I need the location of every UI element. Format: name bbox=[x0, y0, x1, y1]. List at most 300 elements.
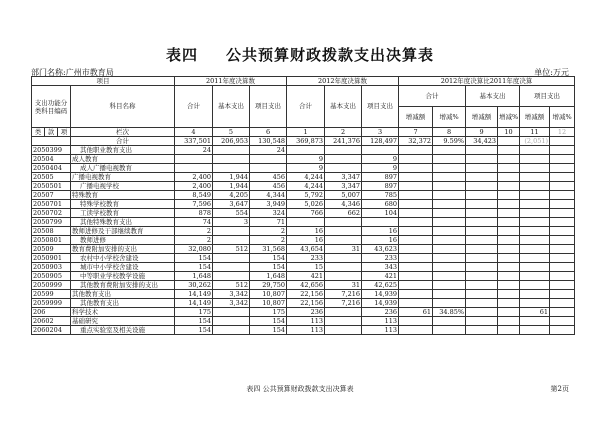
row-value bbox=[399, 272, 433, 281]
row-subject: 其他教育支出 bbox=[71, 299, 175, 308]
row-value: 3,347 bbox=[325, 182, 362, 191]
page-num: 2 bbox=[557, 385, 562, 393]
row-value bbox=[550, 245, 575, 254]
row-value bbox=[325, 236, 362, 245]
row-value bbox=[175, 155, 213, 164]
row-value bbox=[520, 317, 550, 326]
row-value bbox=[250, 155, 287, 164]
row-value bbox=[325, 326, 362, 335]
row-code bbox=[32, 137, 71, 146]
table-row bbox=[32, 281, 575, 290]
row-value bbox=[399, 182, 433, 191]
row-value bbox=[433, 146, 466, 155]
colno: 4 bbox=[175, 128, 213, 137]
row-value bbox=[399, 281, 433, 290]
colno: 12 bbox=[550, 128, 575, 137]
colno: 7 bbox=[399, 128, 433, 137]
row-value bbox=[325, 164, 362, 173]
row-subject: 特殊学校教育 bbox=[71, 200, 175, 209]
row-value bbox=[466, 263, 498, 272]
row-value: 3 bbox=[213, 218, 250, 227]
row-value bbox=[466, 200, 498, 209]
row-value: 22,156 bbox=[287, 290, 325, 299]
row-value: 31,568 bbox=[250, 245, 287, 254]
row-value: 7,596 bbox=[175, 200, 213, 209]
row-subject: 其他教育费附加安排的支出 bbox=[71, 281, 175, 290]
row-value bbox=[520, 164, 550, 173]
budget-table bbox=[31, 76, 575, 335]
row-value bbox=[325, 263, 362, 272]
table-row bbox=[32, 254, 575, 263]
row-value: 2,400 bbox=[175, 173, 213, 182]
row-value: 154 bbox=[175, 326, 213, 335]
row-value bbox=[466, 209, 498, 218]
row-subject: 成人教育 bbox=[71, 155, 175, 164]
row-value: 1,944 bbox=[213, 173, 250, 182]
row-value bbox=[433, 263, 466, 272]
row-value bbox=[466, 326, 498, 335]
row-value: 42,625 bbox=[362, 281, 399, 290]
row-value: 369,873 bbox=[287, 137, 325, 146]
row-value bbox=[550, 308, 575, 317]
row-value: 456 bbox=[250, 173, 287, 182]
row-code: 2050399 bbox=[32, 146, 71, 155]
row-value: 897 bbox=[362, 182, 399, 191]
row-value bbox=[520, 173, 550, 182]
header-basic-2012: 基本支出 bbox=[325, 86, 362, 128]
row-value bbox=[520, 263, 550, 272]
row-value: 74 bbox=[175, 218, 213, 227]
row-value bbox=[520, 236, 550, 245]
row-value: 2 bbox=[250, 227, 287, 236]
header-project-2011: 项目支出 bbox=[250, 86, 287, 128]
row-value bbox=[213, 227, 250, 236]
row-code: 20602 bbox=[32, 317, 71, 326]
row-subject: 工读学校教育 bbox=[71, 209, 175, 218]
row-value bbox=[433, 218, 466, 227]
row-value: 4,244 bbox=[287, 173, 325, 182]
row-subject: 其他教育支出 bbox=[71, 290, 175, 299]
header-compare-project: 项目支出 bbox=[520, 86, 575, 107]
header-2012: 2012年度决算数 bbox=[287, 77, 399, 86]
row-value bbox=[325, 254, 362, 263]
row-value: 878 bbox=[175, 209, 213, 218]
row-value: 43,623 bbox=[362, 245, 399, 254]
row-value bbox=[550, 326, 575, 335]
colno: 10 bbox=[498, 128, 520, 137]
table-title: 公共预算财政拨款支出决算表 bbox=[226, 46, 435, 64]
row-value: 680 bbox=[362, 200, 399, 209]
unit-label: 单位:万元 bbox=[534, 68, 569, 77]
row-value: 16 bbox=[287, 236, 325, 245]
row-value bbox=[213, 317, 250, 326]
row-value bbox=[498, 317, 520, 326]
colno: 9 bbox=[466, 128, 498, 137]
row-value: 4,344 bbox=[250, 191, 287, 200]
table-row bbox=[32, 191, 575, 200]
row-value bbox=[550, 236, 575, 245]
row-value bbox=[498, 263, 520, 272]
row-value: 3,949 bbox=[250, 200, 287, 209]
row-value bbox=[466, 218, 498, 227]
table-row bbox=[32, 146, 575, 155]
row-subject: 广播电视学校 bbox=[71, 182, 175, 191]
row-value: 24 bbox=[175, 146, 213, 155]
row-value bbox=[362, 146, 399, 155]
row-value: 236 bbox=[287, 308, 325, 317]
row-value bbox=[550, 191, 575, 200]
row-value bbox=[325, 272, 362, 281]
row-value bbox=[466, 317, 498, 326]
row-value bbox=[498, 290, 520, 299]
colno: 1 bbox=[287, 128, 325, 137]
row-value bbox=[498, 254, 520, 263]
row-value: 175 bbox=[175, 308, 213, 317]
row-value: 421 bbox=[362, 272, 399, 281]
row-value bbox=[433, 155, 466, 164]
row-value: 16 bbox=[362, 227, 399, 236]
row-value: 42,656 bbox=[287, 281, 325, 290]
row-value bbox=[466, 191, 498, 200]
table-row bbox=[32, 227, 575, 236]
row-value bbox=[399, 263, 433, 272]
header-compare: 2012年度决算比2011年度决算 bbox=[399, 77, 575, 86]
row-value: 4,346 bbox=[325, 200, 362, 209]
header-item: 项目 bbox=[32, 77, 175, 86]
row-value: 3,347 bbox=[325, 173, 362, 182]
row-value: 2 bbox=[175, 227, 213, 236]
header-total-2012: 合计 bbox=[287, 86, 325, 128]
row-value bbox=[433, 191, 466, 200]
table-row bbox=[32, 155, 575, 164]
row-value bbox=[213, 146, 250, 155]
row-value: 154 bbox=[250, 326, 287, 335]
row-value: 154 bbox=[250, 263, 287, 272]
table-row bbox=[32, 137, 575, 146]
department-label: 部门名称: bbox=[31, 68, 66, 77]
row-value bbox=[399, 200, 433, 209]
row-value bbox=[498, 227, 520, 236]
header-incr-amt: 增减额 bbox=[520, 107, 550, 128]
row-value bbox=[287, 218, 325, 227]
row-value: (2,051) bbox=[520, 137, 550, 146]
row-value bbox=[466, 164, 498, 173]
row-value: 14,939 bbox=[362, 290, 399, 299]
row-subject: 科学技术 bbox=[71, 308, 175, 317]
row-value: 154 bbox=[175, 317, 213, 326]
row-value bbox=[498, 299, 520, 308]
department-name: 广州市教育局 bbox=[65, 68, 114, 77]
row-code: 20507 bbox=[32, 191, 71, 200]
row-subject: 城市中小学校舍建设 bbox=[71, 263, 175, 272]
row-value bbox=[550, 218, 575, 227]
row-value: 34.85% bbox=[433, 308, 466, 317]
row-value bbox=[325, 308, 362, 317]
row-value bbox=[520, 272, 550, 281]
row-value bbox=[325, 146, 362, 155]
page-title bbox=[0, 44, 600, 65]
row-value: 15 bbox=[287, 263, 325, 272]
row-value: 337,501 bbox=[175, 137, 213, 146]
row-value bbox=[550, 272, 575, 281]
row-value bbox=[550, 281, 575, 290]
row-subject: 中等职业学校教学设施 bbox=[71, 272, 175, 281]
row-value bbox=[498, 146, 520, 155]
row-value: 14,149 bbox=[175, 299, 213, 308]
header-incr-amt: 增减额 bbox=[399, 107, 433, 128]
row-value bbox=[550, 146, 575, 155]
colno: 8 bbox=[433, 128, 466, 137]
row-value bbox=[325, 155, 362, 164]
row-value bbox=[466, 290, 498, 299]
row-value: 2 bbox=[175, 236, 213, 245]
row-code: 2050702 bbox=[32, 209, 71, 218]
row-value bbox=[399, 191, 433, 200]
row-code: 2050701 bbox=[32, 200, 71, 209]
row-value bbox=[550, 299, 575, 308]
row-value bbox=[399, 290, 433, 299]
row-value bbox=[433, 299, 466, 308]
row-value: 662 bbox=[325, 209, 362, 218]
row-value bbox=[498, 281, 520, 290]
page-number bbox=[551, 384, 569, 394]
row-value: 324 bbox=[250, 209, 287, 218]
table-row bbox=[32, 326, 575, 335]
row-value: 14,149 bbox=[175, 290, 213, 299]
row-code: 20509 bbox=[32, 245, 71, 254]
row-value: 9 bbox=[287, 155, 325, 164]
row-value bbox=[399, 254, 433, 263]
header-incr-amt: 增减额 bbox=[466, 107, 498, 128]
row-value: 32,080 bbox=[175, 245, 213, 254]
row-value bbox=[213, 155, 250, 164]
table-number: 表四 bbox=[165, 46, 198, 64]
row-code: 2050799 bbox=[32, 218, 71, 227]
row-value bbox=[550, 164, 575, 173]
row-value: 8,549 bbox=[175, 191, 213, 200]
row-value bbox=[466, 236, 498, 245]
row-value bbox=[433, 200, 466, 209]
header-2011: 2011年度决算数 bbox=[175, 77, 287, 86]
row-value bbox=[498, 200, 520, 209]
row-value: 34,423 bbox=[466, 137, 498, 146]
row-value: 2 bbox=[250, 236, 287, 245]
row-value: 9 bbox=[287, 164, 325, 173]
table-row bbox=[32, 218, 575, 227]
table-row bbox=[32, 200, 575, 209]
row-value bbox=[433, 326, 466, 335]
row-value: 5,007 bbox=[325, 191, 362, 200]
row-value: 7,216 bbox=[325, 299, 362, 308]
row-value bbox=[399, 209, 433, 218]
row-value: 130,548 bbox=[250, 137, 287, 146]
row-value bbox=[498, 137, 520, 146]
table-row bbox=[32, 299, 575, 308]
row-value: 4,244 bbox=[287, 182, 325, 191]
table-row bbox=[32, 173, 575, 182]
row-value bbox=[399, 299, 433, 308]
row-value bbox=[433, 164, 466, 173]
row-value: 175 bbox=[250, 308, 287, 317]
row-value: 512 bbox=[213, 281, 250, 290]
row-code: 2050999 bbox=[32, 281, 71, 290]
row-subject: 基础研究 bbox=[71, 317, 175, 326]
row-value bbox=[213, 272, 250, 281]
header-subject: 科目名称 bbox=[71, 86, 175, 128]
row-value bbox=[498, 182, 520, 191]
row-value: 3,342 bbox=[213, 299, 250, 308]
row-value: 9 bbox=[362, 164, 399, 173]
row-value bbox=[520, 254, 550, 263]
row-value: 456 bbox=[250, 182, 287, 191]
row-value: 785 bbox=[362, 191, 399, 200]
row-value: 61 bbox=[399, 308, 433, 317]
row-value: 154 bbox=[250, 317, 287, 326]
header-compare-basic: 基本支出 bbox=[466, 86, 520, 107]
row-value bbox=[433, 272, 466, 281]
row-subject: 其他职业教育支出 bbox=[71, 146, 175, 155]
row-value bbox=[520, 218, 550, 227]
row-value bbox=[466, 254, 498, 263]
row-value: 22,156 bbox=[287, 299, 325, 308]
row-value bbox=[250, 164, 287, 173]
row-value: 5,792 bbox=[287, 191, 325, 200]
row-subject: 教育费附加安排的支出 bbox=[71, 245, 175, 254]
header-basic-2011: 基本支出 bbox=[213, 86, 250, 128]
row-value bbox=[399, 317, 433, 326]
row-value bbox=[399, 218, 433, 227]
row-value: 154 bbox=[175, 254, 213, 263]
row-value bbox=[520, 155, 550, 164]
row-subject: 教师进修及干部继续教育 bbox=[71, 227, 175, 236]
row-code: 2050501 bbox=[32, 182, 71, 191]
row-value bbox=[520, 209, 550, 218]
page-prefix: 第 bbox=[550, 385, 558, 393]
row-value bbox=[466, 272, 498, 281]
row-value bbox=[325, 227, 362, 236]
header-incr-pct: 增减% bbox=[498, 107, 520, 128]
row-value bbox=[466, 245, 498, 254]
row-value bbox=[175, 164, 213, 173]
row-value bbox=[498, 218, 520, 227]
row-value bbox=[399, 146, 433, 155]
row-value bbox=[325, 317, 362, 326]
row-value bbox=[498, 245, 520, 254]
header-incr-pct: 增减% bbox=[550, 107, 575, 128]
row-subject: 合计 bbox=[71, 137, 175, 146]
row-value: 4,205 bbox=[213, 191, 250, 200]
table-row bbox=[32, 236, 575, 245]
row-value bbox=[550, 155, 575, 164]
row-value bbox=[213, 263, 250, 272]
row-value: 29,750 bbox=[250, 281, 287, 290]
row-code: 2050404 bbox=[32, 164, 71, 173]
row-value bbox=[520, 326, 550, 335]
row-value bbox=[550, 137, 575, 146]
row-value: 897 bbox=[362, 173, 399, 182]
colno: 11 bbox=[520, 128, 550, 137]
row-value: 16 bbox=[362, 236, 399, 245]
page-suffix: 页 bbox=[562, 385, 569, 393]
row-value: 233 bbox=[287, 254, 325, 263]
row-value: 512 bbox=[213, 245, 250, 254]
colno: 5 bbox=[213, 128, 250, 137]
row-value: 421 bbox=[287, 272, 325, 281]
row-value: 10,807 bbox=[250, 299, 287, 308]
row-value: 1,648 bbox=[175, 272, 213, 281]
row-subject: 特殊教育 bbox=[71, 191, 175, 200]
row-value bbox=[550, 317, 575, 326]
row-value: 43,654 bbox=[287, 245, 325, 254]
row-value: 16 bbox=[287, 227, 325, 236]
table-row bbox=[32, 308, 575, 317]
row-value: 24 bbox=[250, 146, 287, 155]
header-xiang: 项 bbox=[58, 128, 71, 137]
row-value: 343 bbox=[362, 263, 399, 272]
row-value bbox=[498, 155, 520, 164]
row-value: 1,944 bbox=[213, 182, 250, 191]
row-value bbox=[466, 173, 498, 182]
row-value bbox=[550, 254, 575, 263]
row-value: 10,807 bbox=[250, 290, 287, 299]
row-value bbox=[466, 299, 498, 308]
row-value bbox=[498, 236, 520, 245]
row-value: 113 bbox=[362, 326, 399, 335]
row-value bbox=[550, 263, 575, 272]
row-value bbox=[399, 326, 433, 335]
colno: 6 bbox=[250, 128, 287, 137]
table-row bbox=[32, 272, 575, 281]
row-value bbox=[498, 326, 520, 335]
row-value bbox=[466, 155, 498, 164]
row-value: 30,262 bbox=[175, 281, 213, 290]
row-value: 241,376 bbox=[325, 137, 362, 146]
row-value bbox=[213, 254, 250, 263]
row-value bbox=[399, 173, 433, 182]
row-value bbox=[466, 308, 498, 317]
row-value bbox=[498, 272, 520, 281]
row-value bbox=[498, 308, 520, 317]
row-value bbox=[550, 200, 575, 209]
table-row bbox=[32, 209, 575, 218]
row-value: 236 bbox=[362, 308, 399, 317]
row-value: 2,400 bbox=[175, 182, 213, 191]
row-value bbox=[520, 146, 550, 155]
header-func-code: 支出功能分类科目编码 bbox=[32, 86, 71, 128]
row-value: 61 bbox=[520, 308, 550, 317]
row-code: 2060204 bbox=[32, 326, 71, 335]
row-value bbox=[433, 209, 466, 218]
row-value bbox=[550, 209, 575, 218]
row-value bbox=[520, 281, 550, 290]
row-value: 3,342 bbox=[213, 290, 250, 299]
row-value bbox=[520, 299, 550, 308]
row-value: 9.59% bbox=[433, 137, 466, 146]
row-value bbox=[433, 227, 466, 236]
row-value bbox=[433, 245, 466, 254]
row-code: 2050905 bbox=[32, 272, 71, 281]
row-value bbox=[466, 227, 498, 236]
row-value: 766 bbox=[287, 209, 325, 218]
row-subject: 成人广播电视教育 bbox=[71, 164, 175, 173]
row-value: 1,648 bbox=[250, 272, 287, 281]
header-colno-label: 栏次 bbox=[71, 128, 175, 137]
row-value: 71 bbox=[250, 218, 287, 227]
row-value bbox=[213, 326, 250, 335]
row-value: 31 bbox=[325, 245, 362, 254]
row-value bbox=[399, 164, 433, 173]
header-compare-total: 合计 bbox=[399, 86, 466, 107]
